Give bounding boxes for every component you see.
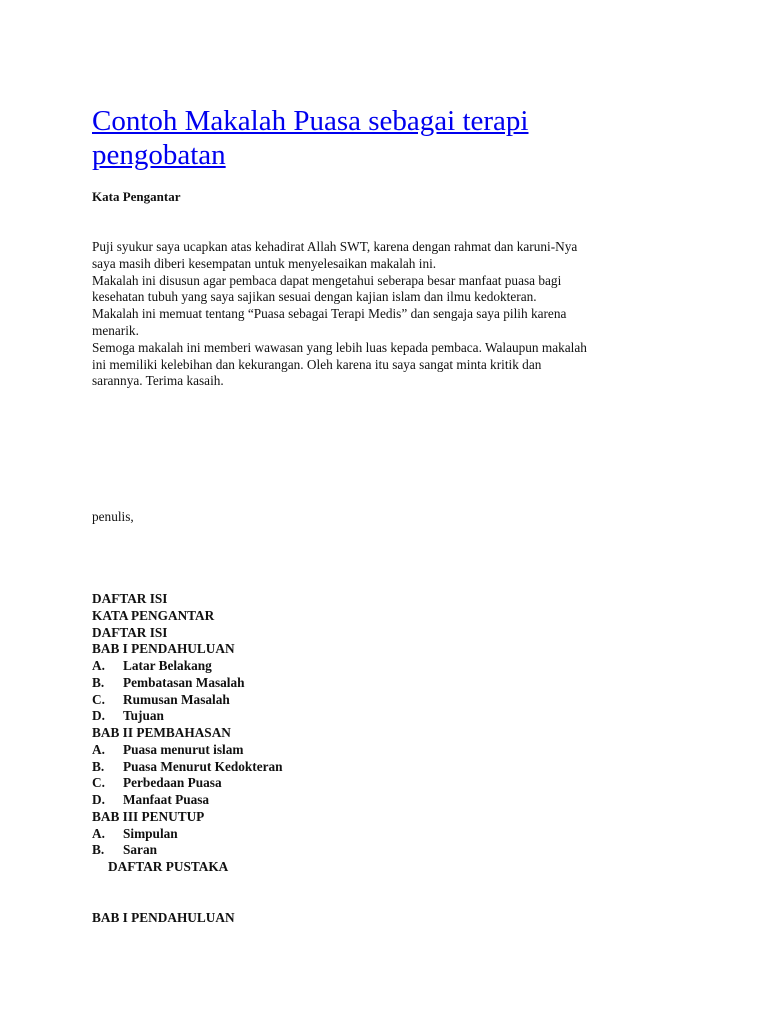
subheading: Kata Pengantar <box>92 189 181 204</box>
paragraph-line: ini memiliki kelebihan dan kekurangan. Oleh karena itu saya sangat minta kritik dan <box>92 356 542 372</box>
toc-item-letter: A. <box>92 825 105 841</box>
paragraph-line: Puji syukur saya ucapkan atas kehadirat Allah SWT, karena dengan rahmat dan karuni-Nya <box>92 239 578 254</box>
paragraph-line: Makalah ini memuat tentang “Puasa sebagai Terapi Medis” dan sengaja saya pilih karena <box>92 306 567 322</box>
toc-item <box>92 658 283 675</box>
toc-item <box>92 692 283 709</box>
toc-item <box>92 675 283 692</box>
toc-item <box>92 792 283 809</box>
preface-paragraph <box>92 239 587 390</box>
toc-item-text: BAB I PENDAHULUAN <box>92 641 235 657</box>
toc-item <box>92 775 283 792</box>
toc-item <box>92 842 283 859</box>
signature: penulis, <box>92 509 134 524</box>
toc-item-text: Simpulan <box>123 825 178 841</box>
toc-item <box>92 725 283 742</box>
toc-item <box>92 809 283 826</box>
table-of-contents <box>92 591 283 876</box>
toc-item-letter: B. <box>92 674 105 690</box>
toc-item <box>92 759 283 776</box>
toc-item-text: Puasa menurut islam <box>123 741 244 757</box>
toc-item-text: Manfaat Puasa <box>123 792 210 807</box>
toc-heading: DAFTAR ISI <box>92 591 168 606</box>
title-line: pengobatan <box>92 139 226 171</box>
section-heading: BAB I PENDAHULUAN <box>92 910 235 925</box>
toc-item-text: DAFTAR PUSTAKA <box>108 859 229 874</box>
toc-item <box>92 608 283 625</box>
toc-item-text: KATA PENGANTAR <box>92 607 215 623</box>
toc-item-letter: C. <box>92 775 105 791</box>
toc-item-letter: B. <box>92 842 105 858</box>
toc-item-letter: A. <box>92 658 105 673</box>
paragraph-line: saya masih diberi kesempatan untuk menyelesaikan makalah ini. <box>92 255 437 271</box>
toc-item-letter: D. <box>92 708 105 724</box>
paragraph-line: menarik. <box>92 322 139 338</box>
toc-item-text: Rumusan Masalah <box>123 691 230 707</box>
toc-item <box>92 859 283 876</box>
toc-item <box>92 826 283 843</box>
toc-item-letter: C. <box>92 691 105 707</box>
toc-item-text: Latar Belakang <box>123 658 212 673</box>
toc-item-text: Puasa Menurut Kedokteran <box>123 758 283 774</box>
toc-item-letter: A. <box>92 741 105 757</box>
document-title-link[interactable] <box>92 104 652 172</box>
toc-item-text: BAB III PENUTUP <box>92 808 205 824</box>
toc-item <box>92 625 283 642</box>
toc-item-text: BAB II PEMBAHASAN <box>92 725 231 740</box>
toc-item-text: Tujuan <box>123 708 164 724</box>
toc-item-text: Perbedaan Puasa <box>123 775 222 791</box>
toc-item <box>92 708 283 725</box>
toc-item-text: Saran <box>123 842 157 858</box>
paragraph-line: kesehatan tubuh yang saya sajikan sesuai dengan kajian islam dan ilmu kedokteran. <box>92 289 537 305</box>
toc-item <box>92 641 283 658</box>
paragraph-line: Semoga makalah ini memberi wawasan yang lebih luas kepada pembaca. Walaupun makalah <box>92 339 587 355</box>
toc-item-letter: D. <box>92 792 105 807</box>
toc-item-letter: B. <box>92 758 105 774</box>
toc-item-text: Pembatasan Masalah <box>123 674 245 690</box>
toc-item-text: DAFTAR ISI <box>92 624 168 640</box>
paragraph-line: sarannya. Terima kasaih. <box>92 373 224 389</box>
toc-item <box>92 742 283 759</box>
title-line: Contoh Makalah Puasa sebagai terapi <box>92 105 529 137</box>
paragraph-line: Makalah ini disusun agar pembaca dapat mengetahui seberapa besar manfaat puasa bagi <box>92 272 562 288</box>
